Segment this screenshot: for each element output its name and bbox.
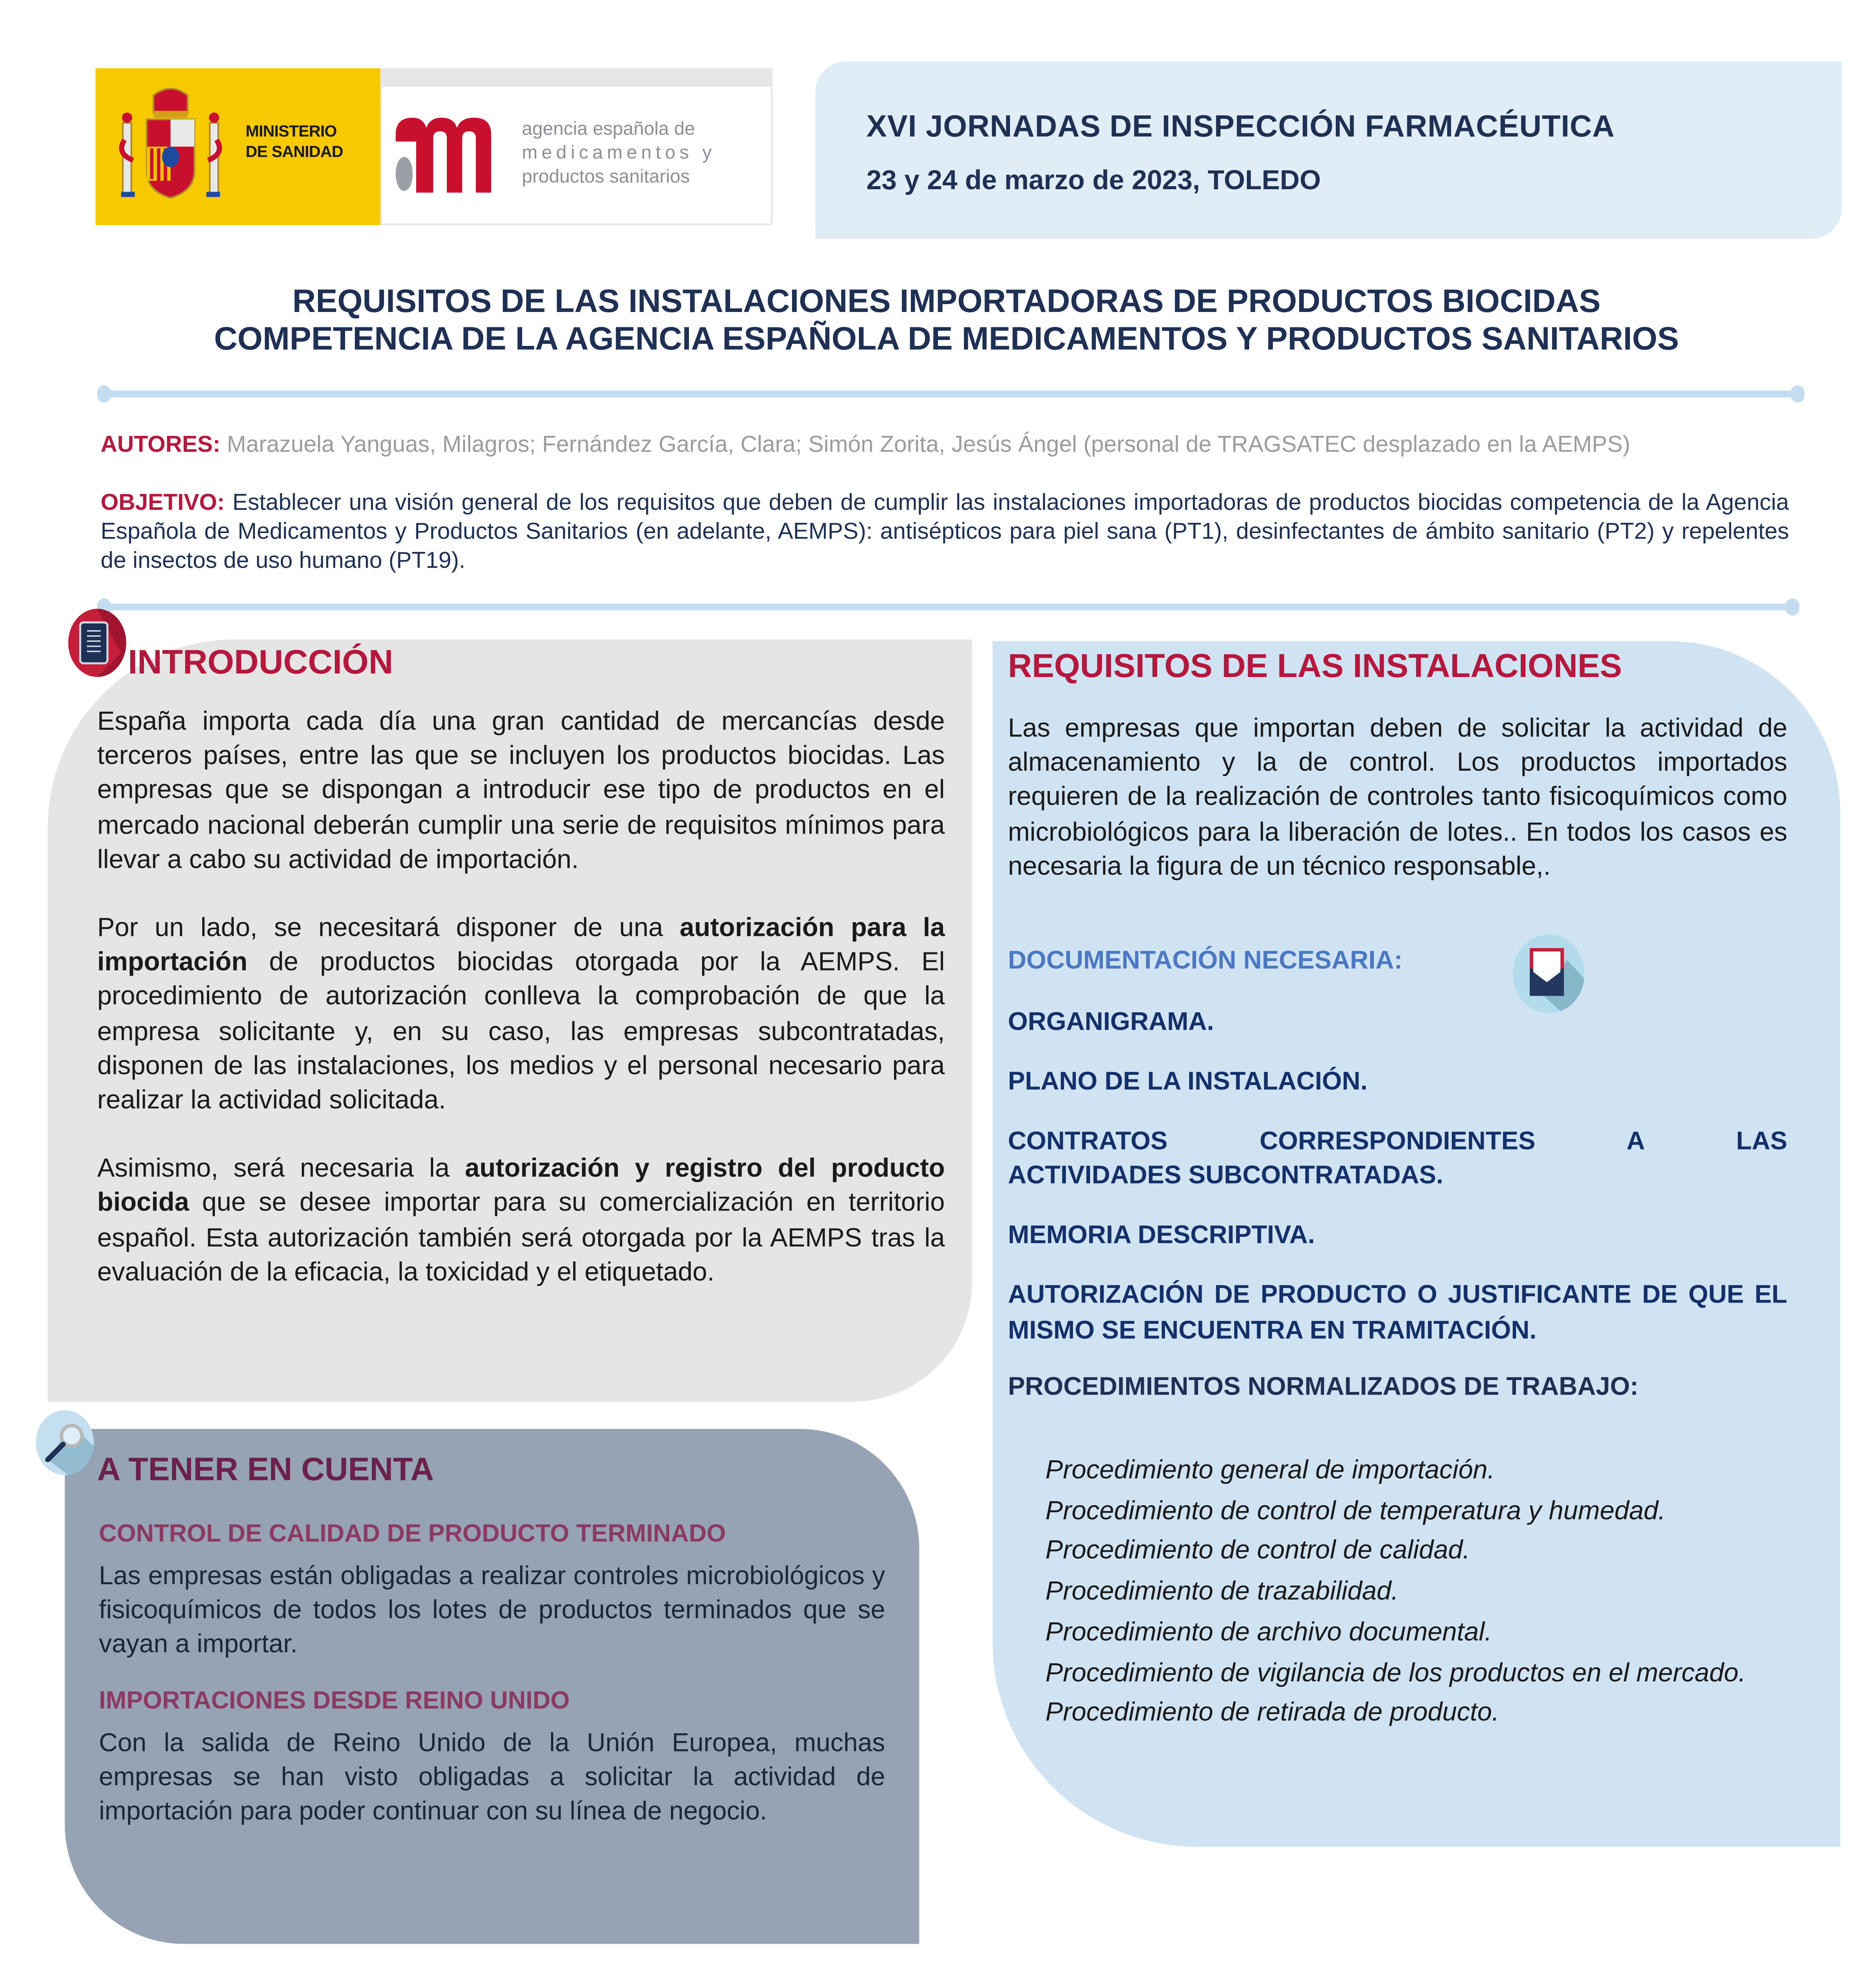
aemps-name: agencia española de medicamentos y productos sanitarios [522, 119, 716, 188]
aten-text: Las empresas están obligadas a realizar controles microbiológicos y fisicoquímicos de todos los lotes de productos terminados que se vayan a importar. [99, 1562, 885, 1659]
aten-subheading: CONTROL DE CALIDAD DE PRODUCTO TERMINADO [99, 1521, 726, 1548]
aten-subheading: IMPORTACIONES DESDE REINO UNIDO [99, 1688, 570, 1716]
event-date: 23 y 24 de marzo de 2023, TOLEDO [866, 167, 1321, 196]
event-title: XVI JORNADAS DE INSPECCIÓN FARMACÉUTICA [866, 109, 1615, 144]
intro-paragraph: Por un lado, se necesitará disponer de una autorización para la importación de productos biocidas otorgada por la AEMPS. El procedimiento de autorización conlleva la comprobación de que la empresa solicitante y, en su caso, las empresas subcontratadas, disponen de las instalaciones, los medios y el personal necesario para realizar la actividad solicitada. [97, 914, 945, 1115]
objective: OBJETIVO: Establecer una visión general de los requisitos que deben de cumplir las instalaciones importadoras de productos biocidas competencia de la Agencia Española de Medicamentos y Productos Sanitarios (en adelante, AEMPS): antisépticos para piel sana (PT1), desinfectantes de ámbito sanitario (PT2) y repelentes de insectos de uso humano (PT19). [100, 489, 1789, 573]
procedure-item: Procedimiento de control de calidad. [1045, 1537, 1470, 1566]
procedure-item: Procedimiento de control de temperatura y humedad. [1045, 1496, 1666, 1526]
logo-block [96, 68, 773, 225]
procedures-list [1045, 1451, 1796, 1734]
poster-title: REQUISITOS DE LAS INSTALACIONES IMPORTADORAS DE PRODUCTOS BIOCIDAS COMPETENCIA DE LA AGENCIA ESPAÑOLA DE MEDICAMENTOS Y PRODUCTOS SANITARIOS [214, 284, 1679, 358]
pnt-label: PROCEDIMIENTOS NORMALIZADOS DE TRABAJO: [1008, 1373, 1639, 1402]
document-item: PLANO DE LA INSTALACIÓN. [1008, 1067, 1368, 1097]
divider-bottom [102, 603, 1794, 610]
requisitos-intro: Las empresas que importan deben de solicitar la actividad de almacenamiento y la de control. Los productos importados requieren de la realización de controles tanto fisicoquímicos como microbiológicos para la liberación de lotes.. En todos los casos es necesaria la figura de un técnico responsable,. [1008, 714, 1787, 882]
document-item: AUTORIZACIÓN DE PRODUCTO O JUSTIFICANTE DE QUE EL MISMO SE ENCUENTRA EN TRAMITACIÓN. [1008, 1281, 1787, 1345]
document-item: ORGANIGRAMA. [1008, 1007, 1214, 1037]
introduccion-body [97, 706, 945, 1325]
document-item: CONTRATOS CORRESPONDIENTES A LAS [1008, 1127, 1787, 1156]
tablet-icon [63, 609, 131, 677]
intro-paragraph: España importa cada día una gran cantidad de mercancías desde terceros países, entre las que se incluyen los productos biocidas. Las empresas que se dispongan a introducir ese tipo de productos en el mercado nacional deberán cumplir una serie de requisitos mínimos para llevar a cabo su actividad de importación. [97, 707, 945, 875]
document-item: MEMORIA DESCRIPTIVA. [1008, 1221, 1315, 1250]
aemps-logo [380, 68, 773, 225]
aten-text: Con la salida de Reino Unido de la Unión Europea, muchas empresas se han visto obligadas a solicitar la actividad de importación para poder continuar con su línea de negocio. [99, 1729, 885, 1827]
logo-topbar [382, 70, 771, 87]
requisitos-title: REQUISITOS DE LAS INSTALACIONES [1008, 648, 1622, 686]
document-item-cont: ACTIVIDADES SUBCONTRATADAS. [1008, 1161, 1444, 1190]
ministry-name: MINISTERIO DE SANIDAD [246, 123, 343, 162]
ministry-logo [96, 68, 380, 225]
procedure-item: Procedimiento de vigilancia de los productos en el mercado. [1045, 1658, 1746, 1688]
event-banner [815, 61, 1842, 239]
procedure-item: Procedimiento de retirada de producto. [1045, 1699, 1499, 1728]
magnifier-icon [31, 1408, 99, 1476]
intro-paragraph: Asimismo, será necesaria la autorización y registro del producto biocida que se desee importar para su comercialización en territorio español. Esta autorización también será otorgada por la AEMPS tras la evaluación de la eficacia, la toxicidad y el etiquetado. [97, 1155, 945, 1287]
envelope-document-icon [1509, 934, 1588, 1013]
introduccion-title: INTRODUCCIÓN [128, 644, 393, 682]
coat-of-arms-icon [116, 85, 225, 212]
aemps-logo-icon [396, 118, 505, 193]
procedure-item: Procedimiento general de importación. [1045, 1456, 1495, 1485]
divider-top [102, 391, 1799, 397]
authors: AUTORES: Marazuela Yanguas, Milagros; Fernández García, Clara; Simón Zorita, Jesús Ángel (personal de TRAGSATEC desplazado en la AEMPS) [100, 431, 1630, 457]
a-tener-en-cuenta-title: A TENER EN CUENTA [97, 1452, 434, 1489]
a-tener-en-cuenta-panel [65, 1429, 920, 1944]
documentacion-label: DOCUMENTACIÓN NECESARIA: [1008, 946, 1403, 976]
procedure-item: Procedimiento de archivo documental. [1045, 1618, 1492, 1647]
procedure-item: Procedimiento de trazabilidad. [1045, 1577, 1399, 1607]
